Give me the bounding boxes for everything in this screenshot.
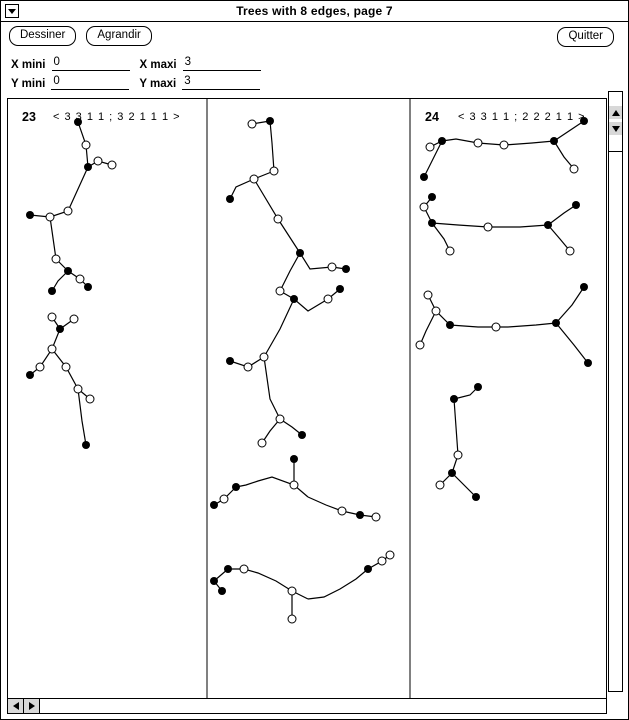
y-min-label: Y mini bbox=[11, 78, 46, 90]
x-max-label: X maxi bbox=[139, 59, 177, 71]
column-2-graphs bbox=[214, 121, 390, 619]
y-max-label: Y maxi bbox=[139, 78, 177, 90]
column-3-graphs bbox=[420, 121, 588, 497]
x-min-input[interactable]: 0 bbox=[52, 56, 130, 71]
triangle-up-icon[interactable] bbox=[609, 106, 622, 119]
horizontal-scrollbar-track[interactable] bbox=[40, 699, 606, 713]
column-1-graphs bbox=[30, 122, 112, 445]
column-3-vertices bbox=[416, 117, 592, 501]
column-2-vertices bbox=[210, 117, 394, 623]
column-2-code: < 3 3 1 1 ; 2 2 2 1 1 > bbox=[458, 111, 586, 123]
column-1-number: 23 bbox=[22, 110, 36, 124]
x-max-input[interactable]: 3 bbox=[183, 56, 261, 71]
title-bar bbox=[1, 1, 628, 22]
column-1-code: < 3 3 1 1 ; 3 2 1 1 1 > bbox=[53, 111, 181, 123]
triangle-right-icon[interactable] bbox=[24, 699, 40, 713]
tree-drawings bbox=[8, 99, 606, 698]
x-min-label: X mini bbox=[11, 59, 46, 71]
window-menu-icon[interactable] bbox=[5, 4, 19, 18]
horizontal-scrollbar[interactable] bbox=[7, 698, 607, 714]
column-2-number: 24 bbox=[425, 110, 439, 124]
triangle-down-icon[interactable] bbox=[609, 122, 622, 135]
y-min-input[interactable]: 0 bbox=[51, 75, 129, 90]
y-range-row bbox=[11, 71, 620, 90]
triangle-left-icon[interactable] bbox=[8, 699, 24, 713]
range-fields bbox=[1, 50, 628, 94]
y-max-input[interactable]: 3 bbox=[182, 75, 260, 90]
column-1-vertices bbox=[26, 118, 116, 449]
window-title: Trees with 8 edges, page 7 bbox=[236, 4, 393, 18]
vertical-scrollbar[interactable] bbox=[608, 91, 623, 692]
drawing-canvas[interactable] bbox=[7, 98, 607, 699]
draw-button[interactable]: Dessiner bbox=[9, 26, 76, 46]
quit-button[interactable]: Quitter bbox=[557, 27, 614, 47]
x-range-row bbox=[11, 52, 620, 71]
enlarge-button[interactable]: Agrandir bbox=[86, 26, 151, 46]
toolbar bbox=[1, 22, 628, 50]
